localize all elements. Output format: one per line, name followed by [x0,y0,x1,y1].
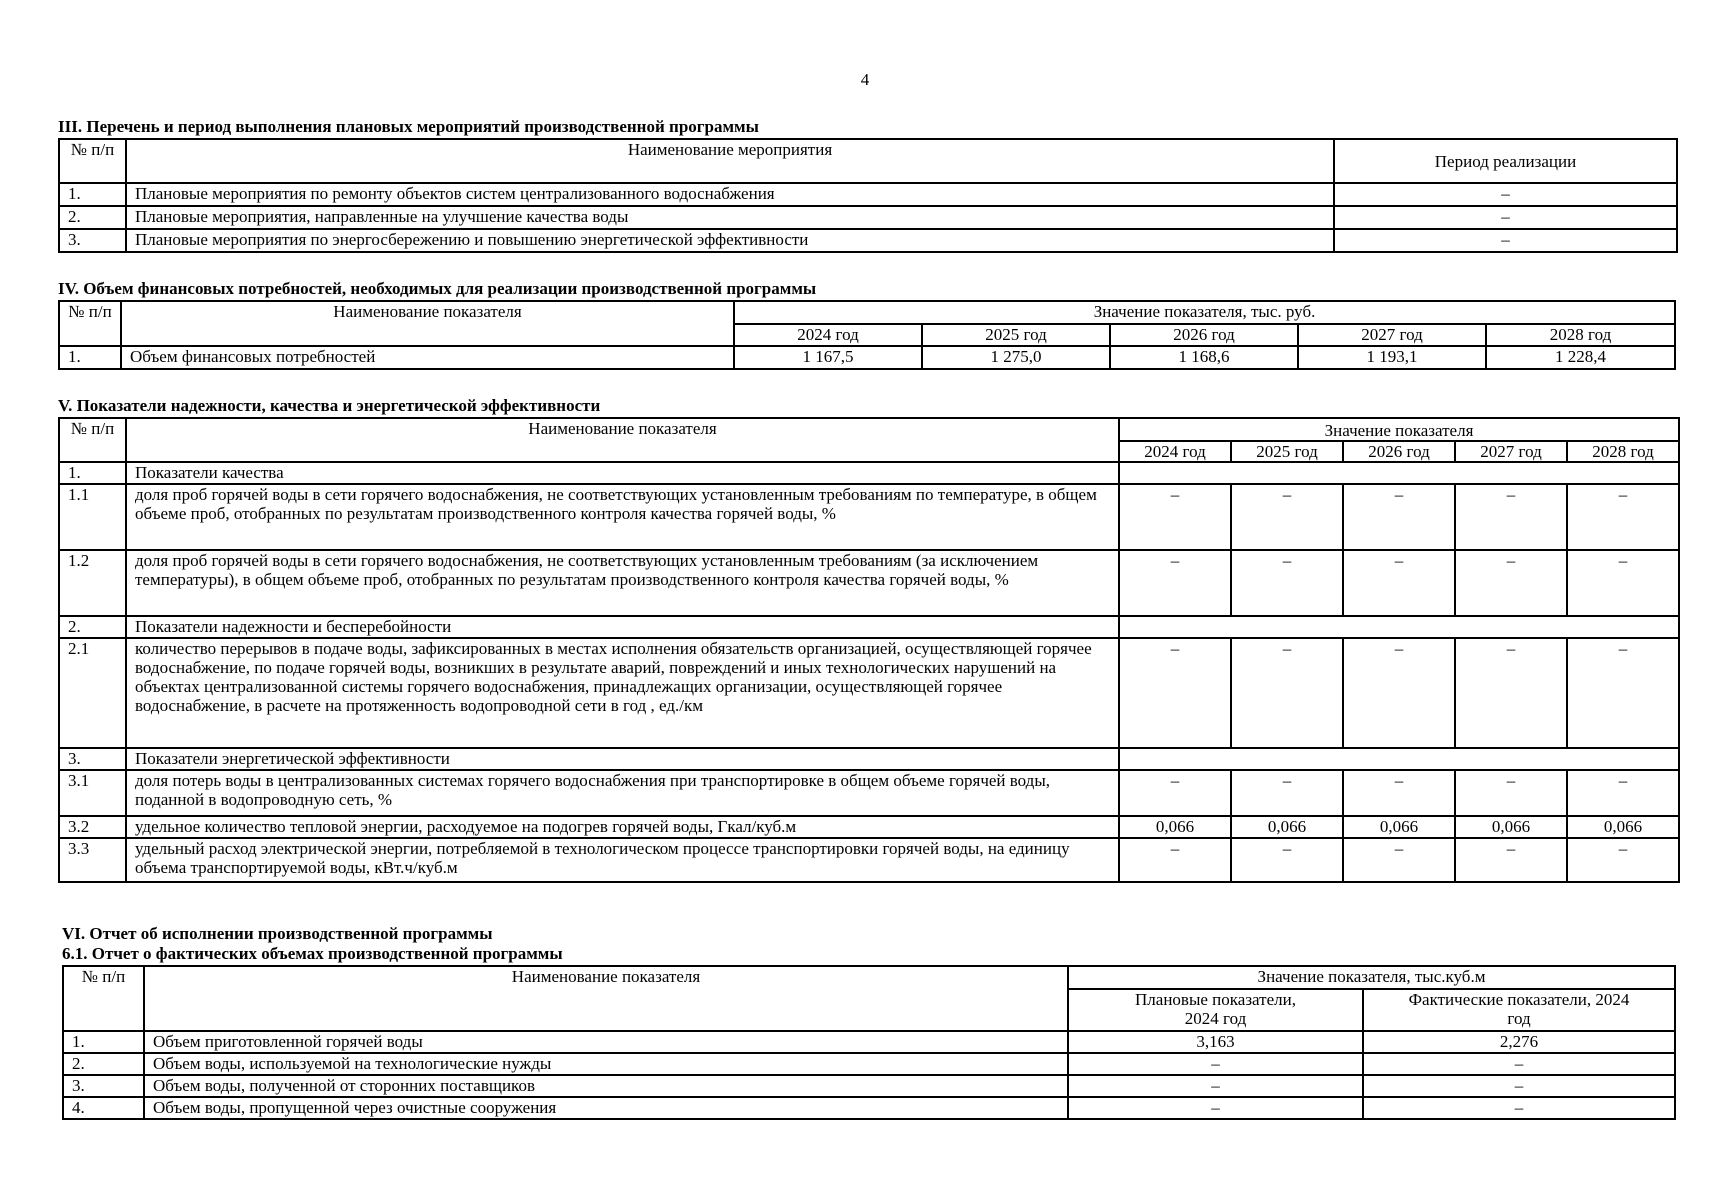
group-row [59,616,1679,638]
row-no: 2. [59,616,126,638]
table-row [59,816,1679,838]
header-year: 2027 год [1298,324,1486,346]
section-4 [58,280,1676,370]
row-activity-name: Плановые мероприятия по энергосбережению и повышению энергетической эффективности [126,229,1334,252]
row-fact: – [1363,1075,1675,1097]
row-indicator-name: Объем приготовленной горячей воды [144,1031,1068,1053]
row-fact: – [1363,1097,1675,1119]
row-value: 0,066 [1343,816,1455,838]
row-no: 1. [59,346,121,369]
header-year: 2028 год [1486,324,1675,346]
table-header-row [59,301,1675,324]
header-value: Значение показателя, тыс.куб.м [1068,966,1675,989]
header-year: 2026 год [1343,441,1455,462]
row-value: – [1231,550,1343,616]
table-row [63,1053,1675,1075]
header-indicator-name: Наименование показателя [126,418,1119,462]
row-value: – [1231,838,1343,882]
row-indicator-name: Объем воды, пропущенной через очистные сооружения [144,1097,1068,1119]
row-empty [1119,748,1679,770]
table-header-row [63,966,1675,989]
row-indicator-name: Объем финансовых потребностей [121,346,734,369]
row-no: 1. [63,1031,144,1053]
header-indicator-name: Наименование показателя [121,301,734,346]
row-value: 0,066 [1231,816,1343,838]
section-3 [58,118,1678,253]
row-no: 1.1 [59,484,126,550]
row-indicator-name: удельный расход электрической энергии, потребляемой в технологическом процессе транспортировки горячей воды, на единицу объема транспортируемой воды, кВт.ч/куб.м [126,838,1119,882]
row-indicator-name: Показатели надежности и бесперебойности [126,616,1119,638]
row-value: – [1567,550,1679,616]
header-no: № п/п [63,966,144,1031]
row-no: 1. [59,462,126,484]
row-value: 0,066 [1567,816,1679,838]
header-no: № п/п [59,139,126,183]
financial-needs-table [58,300,1676,370]
section-4-title: IV. Объем финансовых потребностей, необходимых для реализации производственной программы [58,279,817,298]
page-number: 4 [860,70,870,89]
row-empty [1119,462,1679,484]
row-no: 2. [63,1053,144,1075]
row-indicator-name: доля проб горячей воды в сети горячего водоснабжения, не соответствующих установленным требованиям (за исключением температуры), в общем объеме проб, отобранных по результатам производственного контроля качества горячей воды, % [126,550,1119,616]
section-5 [58,397,1680,883]
table-header-row [59,418,1679,441]
actual-volumes-table [62,965,1676,1120]
section-6-1-subtitle: 6.1. Отчет о фактических объемах производственной программы [62,944,563,963]
row-value: – [1343,484,1455,550]
row-value: – [1567,484,1679,550]
section-6-title: VI. Отчет об исполнении производственной программы [62,924,493,943]
row-fact: 2,276 [1363,1031,1675,1053]
header-year: 2024 год [1119,441,1231,462]
row-no: 3. [63,1075,144,1097]
table-row [59,638,1679,748]
section-6 [62,925,1676,1120]
header-no: № п/п [59,418,126,462]
row-indicator-name: удельное количество тепловой энергии, расходуемое на подогрев горячей воды, Гкал/куб.м [126,816,1119,838]
table-row [63,1031,1675,1053]
row-no: 3.2 [59,816,126,838]
row-no: 1.2 [59,550,126,616]
row-value: – [1455,484,1567,550]
row-indicator-name: количество перерывов в подаче воды, зафиксированных в местах исполнения обязательств организацией, осуществляющей горячее водоснабжение, по подаче горячей воды, возникших в результате аварий, повреждений и иных технологических нарушений на объектах централизованной системы горячего водоснабжения, принадлежащих организации, осуществляющей горячее водоснабжение, в расчете на протяженность водопроводной сети в год , ед./км [126,638,1119,748]
table-row [59,346,1675,369]
row-value: 1 193,1 [1298,346,1486,369]
row-no: 3.3 [59,838,126,882]
row-value: – [1119,838,1231,882]
row-value: – [1567,770,1679,816]
row-empty [1119,616,1679,638]
header-year: 2024 год [734,324,922,346]
row-plan: – [1068,1075,1363,1097]
row-no: 4. [63,1097,144,1119]
row-no: 3. [59,748,126,770]
table-row [59,838,1679,882]
table-row [59,229,1677,252]
header-year: 2026 год [1110,324,1298,346]
row-value: 1 168,6 [1110,346,1298,369]
row-period: – [1334,206,1677,229]
header-indicator-name: Наименование показателя [144,966,1068,1031]
table-row [63,1075,1675,1097]
row-value: – [1455,838,1567,882]
row-value: – [1343,770,1455,816]
header-year: 2028 год [1567,441,1679,462]
header-activity-name: Наименование мероприятия [126,139,1334,183]
row-activity-name: Плановые мероприятия по ремонту объектов систем централизованного водоснабжения [126,183,1334,206]
row-value: – [1343,550,1455,616]
row-value: – [1567,638,1679,748]
row-value: – [1567,838,1679,882]
indicators-table [58,417,1680,883]
row-period: – [1334,229,1677,252]
row-value: – [1231,638,1343,748]
header-period: Период реализации [1334,139,1677,183]
header-year: 2027 год [1455,441,1567,462]
row-value: – [1455,770,1567,816]
row-value: 1 275,0 [922,346,1110,369]
row-no: 2. [59,206,126,229]
header-fact: Фактические показатели, 2024 год [1363,989,1675,1031]
row-no: 2.1 [59,638,126,748]
row-fact: – [1363,1053,1675,1075]
group-row [59,748,1679,770]
header-value: Значение показателя, тыс. руб. [734,301,1675,324]
row-indicator-name: доля потерь воды в централизованных системах горячего водоснабжения при транспортировке в общем объеме горячей воды, поданной в водопроводную сеть, % [126,770,1119,816]
section-3-title: III. Перечень и период выполнения плановых мероприятий производственной программы [58,117,759,136]
header-plan: Плановые показатели, 2024 год [1068,989,1363,1031]
row-value: – [1455,638,1567,748]
row-no: 1. [59,183,126,206]
activities-table [58,138,1678,253]
row-plan: 3,163 [1068,1031,1363,1053]
row-value: – [1343,638,1455,748]
header-value: Значение показателя [1119,418,1679,441]
row-value: 1 167,5 [734,346,922,369]
row-indicator-name: Объем воды, используемой на технологические нужды [144,1053,1068,1075]
row-period: – [1334,183,1677,206]
table-row [59,183,1677,206]
table-row [59,484,1679,550]
table-row [59,770,1679,816]
row-activity-name: Плановые мероприятия, направленные на улучшение качества воды [126,206,1334,229]
group-row [59,462,1679,484]
row-indicator-name: Показатели качества [126,462,1119,484]
row-no: 3.1 [59,770,126,816]
row-value: – [1119,550,1231,616]
row-value: – [1119,638,1231,748]
row-value: – [1231,484,1343,550]
row-value: – [1455,550,1567,616]
table-header-row [59,139,1677,183]
row-value: 0,066 [1455,816,1567,838]
row-value: 0,066 [1119,816,1231,838]
row-plan: – [1068,1053,1363,1075]
row-indicator-name: доля проб горячей воды в сети горячего водоснабжения, не соответствующих установленным требованиям по температуре, в общем объеме проб, отобранных по результатам производственного контроля качества горячей воды, % [126,484,1119,550]
row-value: – [1343,838,1455,882]
section-5-title: V. Показатели надежности, качества и энергетической эффективности [58,396,601,415]
row-no: 3. [59,229,126,252]
header-no: № п/п [59,301,121,346]
table-row [63,1097,1675,1119]
header-year: 2025 год [922,324,1110,346]
header-year: 2025 год [1231,441,1343,462]
row-value: 1 228,4 [1486,346,1675,369]
row-indicator-name: Объем воды, полученной от сторонних поставщиков [144,1075,1068,1097]
table-row [59,550,1679,616]
table-row [59,206,1677,229]
row-indicator-name: Показатели энергетической эффективности [126,748,1119,770]
row-value: – [1119,484,1231,550]
row-plan: – [1068,1097,1363,1119]
row-value: – [1119,770,1231,816]
row-value: – [1231,770,1343,816]
